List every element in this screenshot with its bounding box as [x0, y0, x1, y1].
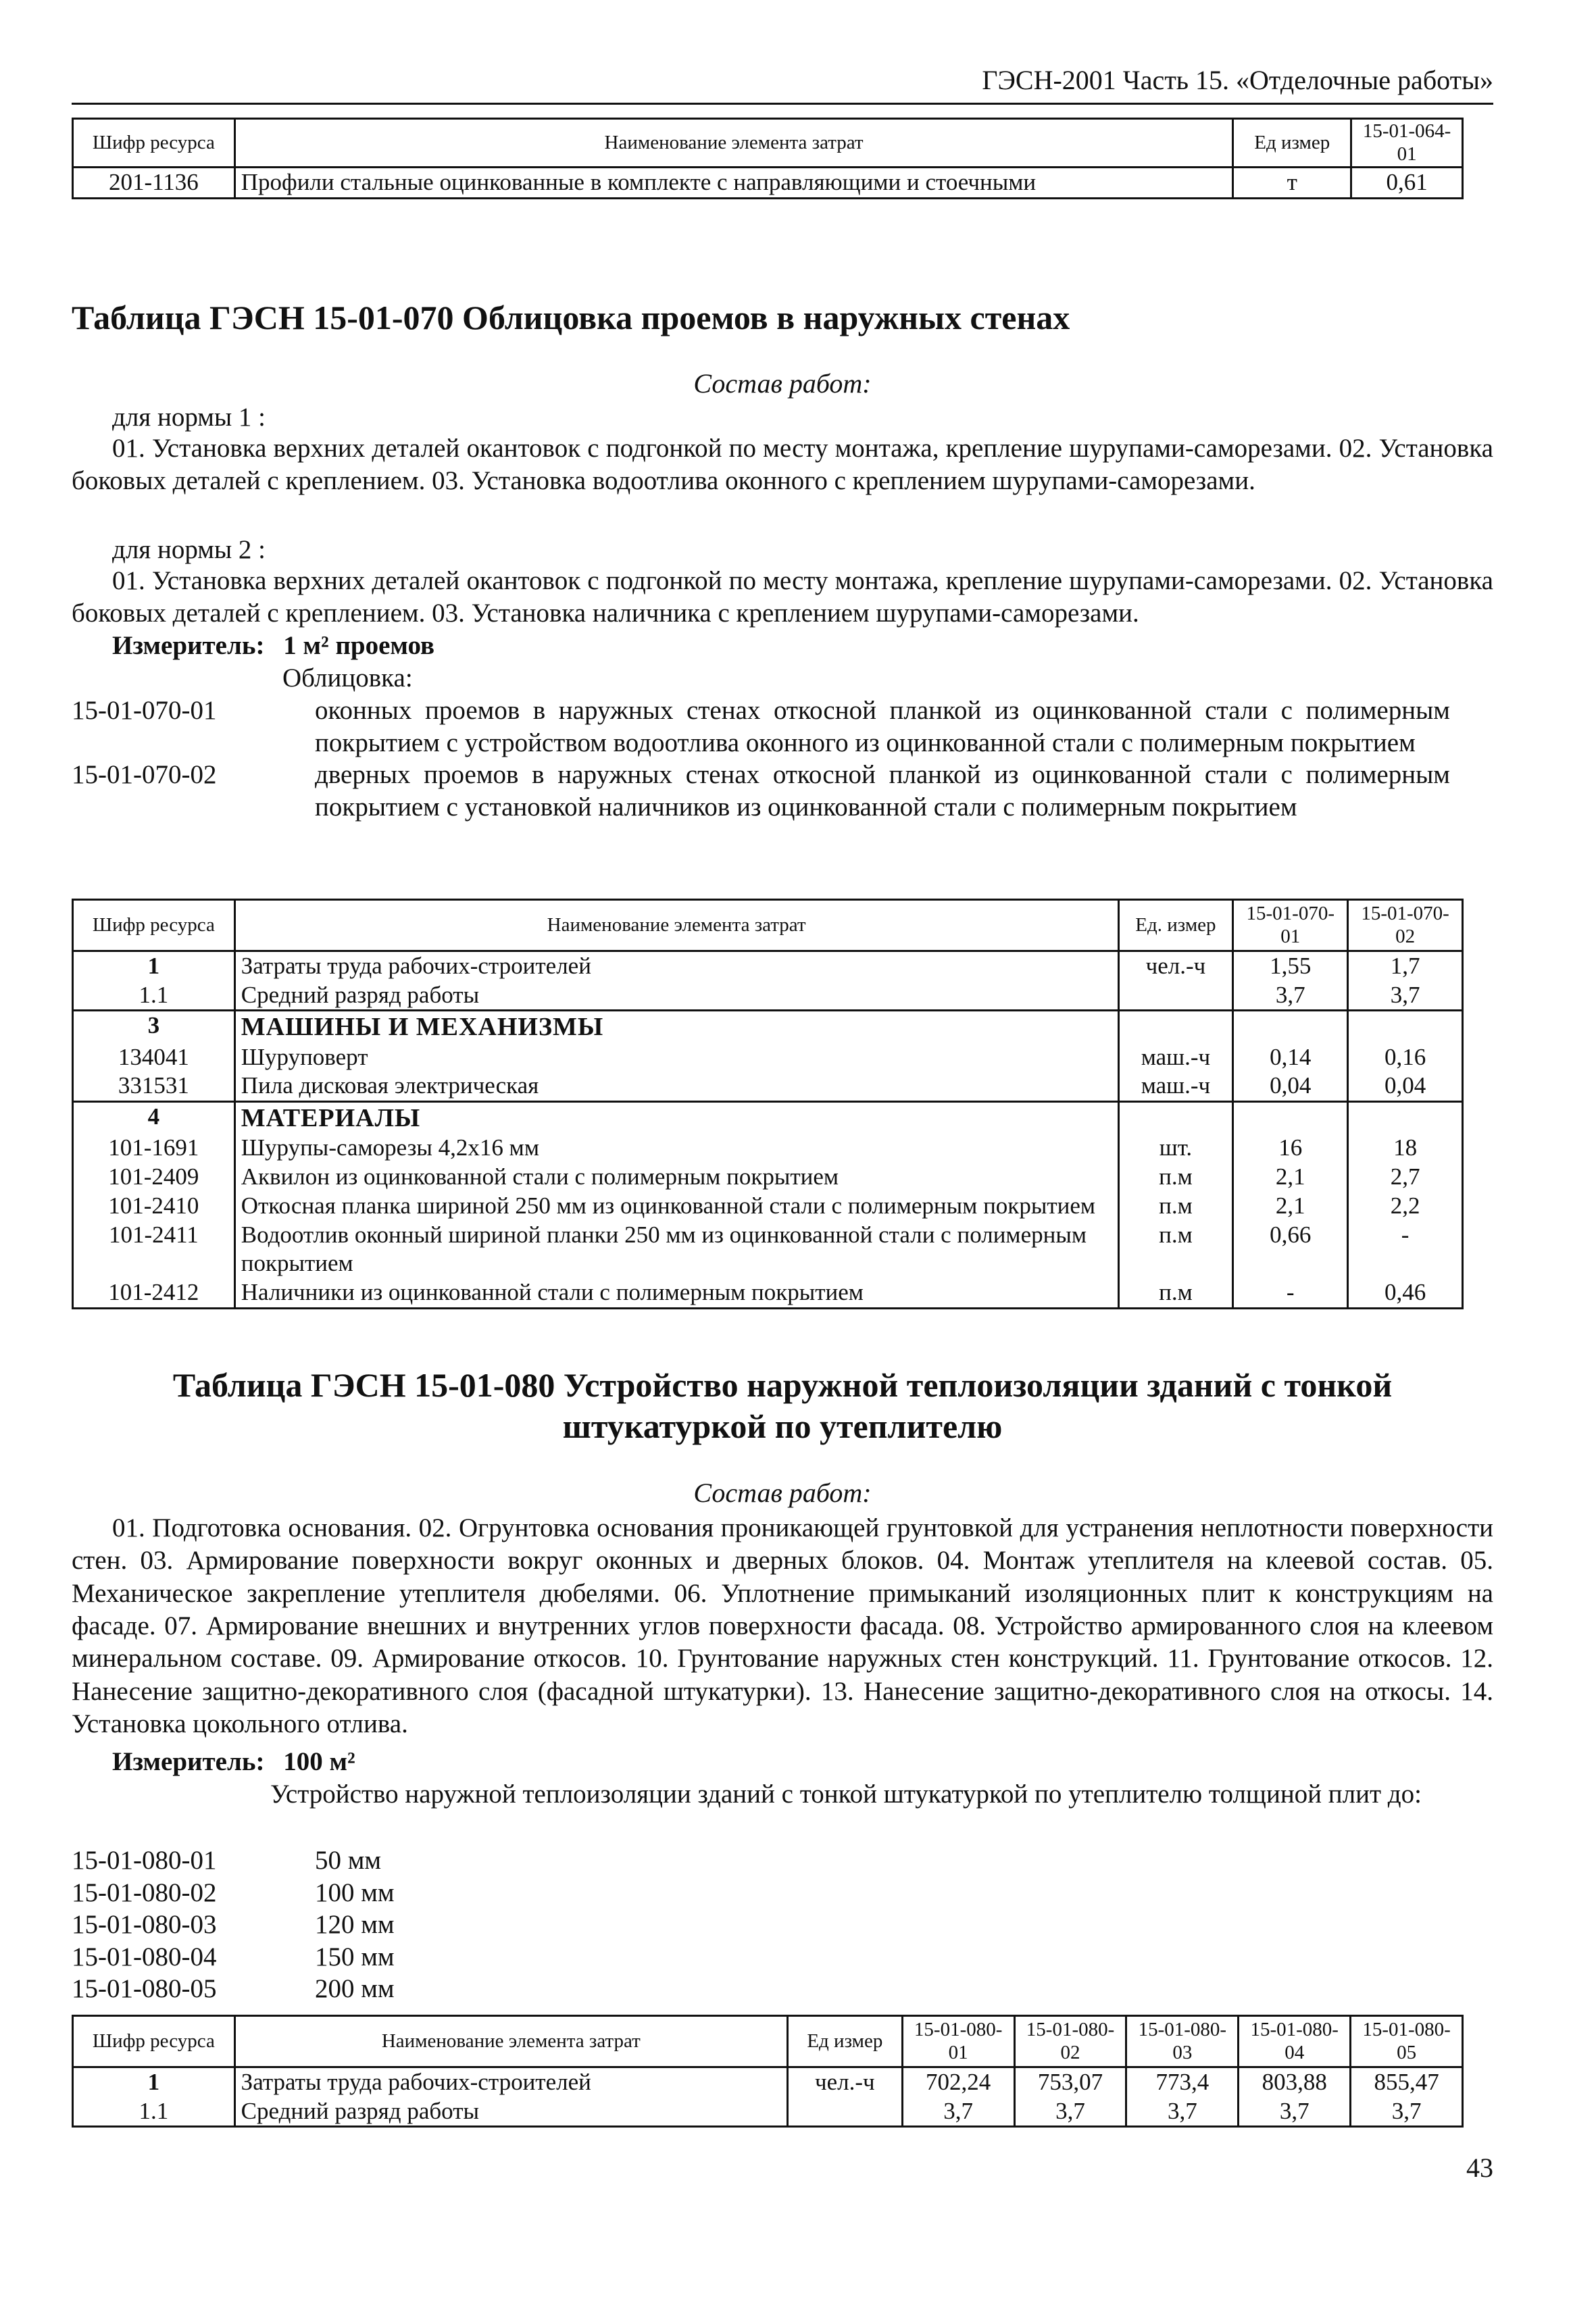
- group-label-070: Облицовка:: [282, 663, 413, 693]
- table-row: 101-2409 Аквилон из оцинкованной стали с полимерным покрытием п.м 2,1 2,7: [73, 1163, 1463, 1192]
- table-row: 4 МАТЕРИАЛЫ: [73, 1102, 1463, 1134]
- table-070-title: Таблица ГЭСН 15-01-070 Облицовка проемов в наружных стенах: [72, 299, 1070, 336]
- list-item: 15-01-070-02 дверных проемов в наружных стенах откосной планкой из оцинкованной стали с полимерным покрытием с установкой наличников из оцинкованной стали с полимерным покрытием: [72, 760, 1450, 822]
- table-row: 1 Затраты труда рабочих-строителей чел.-ч 1,55 1,7: [73, 951, 1463, 981]
- table-row: 331531 Пила дисковая электрическая маш.-ч 0,04 0,04: [73, 1072, 1463, 1101]
- header-name: Наименование элемента затрат: [234, 119, 1233, 168]
- top-resource-table: [72, 118, 1464, 199]
- header-norm: 15-01-064-01: [1351, 119, 1463, 168]
- table-row: 1 Затраты труда рабочих-строителей чел.-ч 702,24 753,07 773,4 803,88 855,47: [73, 2067, 1463, 2097]
- table-row: 1.1 Средний разряд работы 3,7 3,7 3,7 3,7 3,7: [73, 2097, 1463, 2127]
- list-item: 15-01-080-04 150 мм: [72, 1942, 395, 1971]
- norm1-label: для нормы 1 :: [112, 403, 266, 432]
- sostav-label-080: Состав работ:: [693, 1478, 872, 1508]
- list-item: 15-01-080-03 120 мм: [72, 1910, 395, 1940]
- norm2-label: для нормы 2 :: [112, 535, 266, 564]
- running-header: ГЭСН-2001 Часть 15. «Отделочные работы»: [982, 65, 1493, 95]
- table-row: 101-1691 Шурупы-саморезы 4,2х16 мм шт. 16 18: [73, 1134, 1463, 1163]
- sostav-label-070: Состав работ:: [693, 368, 872, 399]
- table-row: 1.1 Средний разряд работы 3,7 3,7: [73, 981, 1463, 1011]
- items-080: [72, 1844, 395, 2005]
- table-row: 134041 Шуруповерт маш.-ч 0,14 0,16: [73, 1043, 1463, 1072]
- list-item: 15-01-080-05 200 мм: [72, 1974, 395, 2004]
- norm2-text: 01. Установка верхних деталей окантовок с подгонкой по месту монтажа, крепление шурупами-саморезами. 02. Установка боковых деталей с креплением. 03. Установка наличника с креплением шурупами-саморезами.: [72, 566, 1493, 628]
- meter-080: Измеритель: 100 м²: [112, 1747, 355, 1776]
- list-item: 15-01-080-01 50 мм: [72, 1846, 382, 1875]
- sostav-text-080: 01. Подготовка основания. 02. Огрунтовка основания проникающей грунтовкой для устранения неплотности поверхности стен. 03. Армирование поверхности вокруг оконных и дверных блоков. 04. Монтаж утеплителя на клеевой состав. 05. Механическое закрепление утеплителя дюбелями. 06. Уплотнение примыканий изоляционных плит к конструкциям на фасаде. 07. Армирование внешних и внутренних углов поверхности фасада. 08. Устройство армированного слоя на клеевом минеральном составе. 09. Армирование откосов. 10. Грунтование наружных стен конструкций. 11. Грунтование откосов. 12. Нанесение защитно-декоративного слоя (фасадной штукатурки). 13. Нанесение защитно-декоративного слоя на откосы. 14. Установка цокольного отлива.: [72, 1513, 1493, 1739]
- items-070: [72, 695, 1493, 823]
- header-unit: Ед измер: [1233, 119, 1351, 168]
- table-row: 3 МАШИНЫ И МЕХАНИЗМЫ: [73, 1011, 1463, 1043]
- group-label-080: Устройство наружной теплоизоляции зданий с тонкой штукатуркой по утеплителю толщиной плит до:: [270, 1780, 1422, 1809]
- table-080-title: Таблица ГЭСН 15-01-080 Устройство наружной теплоизоляции зданий с тонкой штукатуркой по утеплителю: [172, 1366, 1393, 1445]
- meter-070: Измеритель: 1 м² проемов: [112, 631, 435, 660]
- header-rule: [72, 103, 1493, 105]
- table-row: 101-2411 Водоотлив оконный шириной планки 250 мм из оцинкованной стали с полимерным покрытием п.м 0,66 -: [73, 1221, 1463, 1278]
- table-row: 101-2412 Наличники из оцинкованной стали с полимерным покрытием п.м - 0,46: [73, 1278, 1463, 1308]
- resource-table-070: Шифр ресурса Наименование элемента затрат Ед. измер 15-01-070-01 15-01-070-02 1 Затраты труда рабочих-строителей чел.-ч 1,55 1,7 1.1 Средний разряд работы 3,7 3,7 3 МАШИНЫ И МЕХАНИЗМЫ 134041 Шуруповерт маш.-ч 0,14 0,16 331531 Пила дисковая электрическая маш.-ч 0,04 0,04 4 МАТЕРИАЛЫ 101-1691 Шурупы-саморезы 4,2х16 мм шт. 16 18 101-2409 Аквилон из оцинкованной стали с полимерным покрытием п.м 2,1 2,7 101-2410 Откосная планка шириной 250 мм из оцинкованной стали с полимерным покрытием п.м 2,1 2,2 101-2411 Водоотлив оконный шириной планки 250 мм из оцинкованной стали с полимерным покрытием п.м 0,66 - 101-2412 Наличники из оцинкованной стали с полимерным покрытием п.м - 0,46: [72, 899, 1464, 1309]
- norm1-text: 01. Установка верхних деталей окантовок с подгонкой по месту монтажа, крепление шурупами-саморезами. 02. Установка боковых деталей с креплением. 03. Установка водоотлива оконного с креплением шурупами-саморезами.: [72, 434, 1493, 496]
- table-row: 101-2410 Откосная планка шириной 250 мм из оцинкованной стали с полимерным покрытием п.м 2,1 2,2: [73, 1192, 1463, 1221]
- header-code: Шифр ресурса: [73, 119, 235, 168]
- resource-table-080: Шифр ресурса Наименование элемента затрат Ед измер 15-01-080-01 15-01-080-02 15-01-080-03 15-01-080-04 15-01-080-05 1 Затраты труда рабочих-строителей чел.-ч 702,24 753,07 773,4 803,88 855,47 1.1 Средний разряд работы 3,7 3,7 3,7 3,7 3,7: [72, 2015, 1464, 2128]
- list-item: 15-01-080-02 100 мм: [72, 1878, 395, 1907]
- table-row: 201-1136 Профили стальные оцинкованные в комплекте с направляющими и стоечными т 0,61: [73, 168, 1463, 199]
- page-number: 43: [1466, 2153, 1493, 2183]
- list-item: 15-01-070-01 оконных проемов в наружных стенах откосной планкой из оцинкованной стали с полимерным покрытием с устройством водоотлива оконного из оцинкованной стали с полимерным покрытием: [72, 696, 1450, 757]
